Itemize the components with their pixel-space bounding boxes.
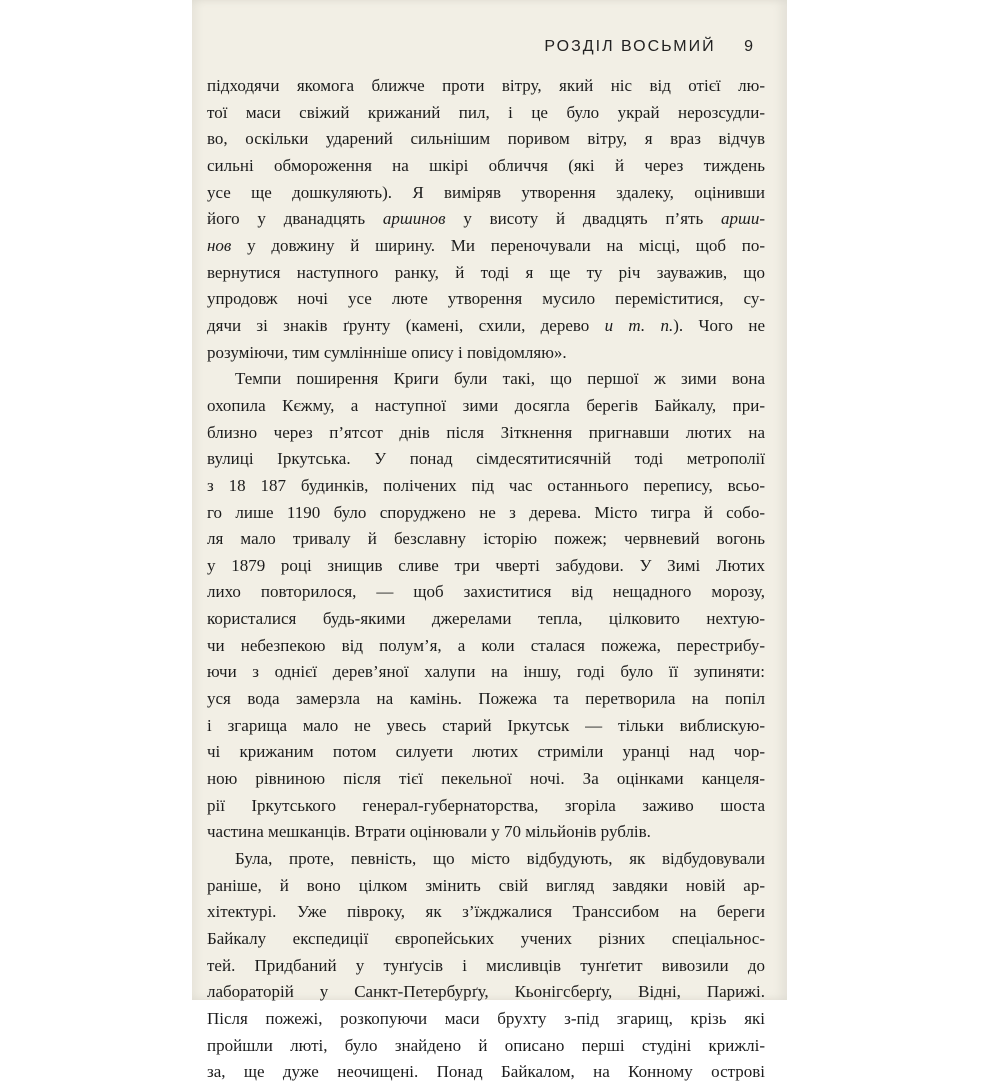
text-line: тей. Придбаний у тунґусів і мисливців тунґетит вивозили до xyxy=(207,955,765,975)
text-line: Темпи поширення Криги були такі, що першої ж зими вона xyxy=(235,369,765,389)
text-line: чи небезпекою від полум’я, а коли сталася пожежа, перестрибу- xyxy=(207,635,765,655)
text-line: користалися будь-якими джерелами тепла, цілковито нехтую- xyxy=(207,609,765,629)
text-line: охопила Кєжму, а наступної зими досягла берегів Байкалу, при- xyxy=(207,395,765,415)
text-line: го лише 1190 було споруджено не з дерева. Місто тигра й собо- xyxy=(207,502,765,522)
book-page xyxy=(192,0,787,1082)
text-line: пройшли люті, було знайдено й описано перші студіні крижлі- xyxy=(207,1035,765,1055)
text-line: уся вода замерзла на камінь. Пожежа та перетворила на попіл xyxy=(207,689,765,709)
page-number: 9 xyxy=(744,38,755,55)
text-segment: аршинов xyxy=(382,209,446,229)
text-line: ля мало тривалу й безславну історію пожеж; червневий вогонь xyxy=(207,529,765,549)
text-line: підходячи якомога ближче проти вітру, який ніс від отієї лю- xyxy=(207,76,765,95)
text-segment: у висоту й двадцять п’ять xyxy=(445,209,721,229)
text-segment: нов xyxy=(207,235,232,255)
text-line: близно через п’ятсот днів після Зіткнення пригнавши лютих на xyxy=(207,422,765,442)
text-line: чі крижаним потом силуети лютих стриміли уранці над чор- xyxy=(207,742,765,762)
text-line xyxy=(207,313,765,340)
text-line: за, ще дуже неочищені. Понад Байкалом, на Конному острові xyxy=(207,1062,765,1082)
text-line: упродовж ночі усе люте утворення мусило переміститися, су- xyxy=(207,289,765,309)
text-line: тої маси свіжий крижаний пил, і це було украй нерозсудли- xyxy=(207,102,765,122)
text-line: ною рівниною після тієї пекельної ночі. За оцінками канцеля- xyxy=(207,769,765,789)
text-line: рії Іркутського генерал-губернаторства, згоріла заживо шоста xyxy=(207,795,765,815)
text-line: усе ще дошкуляють). Я виміряв утворення здалеку, оцінивши xyxy=(207,182,765,202)
text-line: сильні обмороження на шкірі обличчя (які й через тиждень xyxy=(207,155,765,175)
text-segment: його у дванадцять xyxy=(207,209,383,229)
text-line: лабораторій у Санкт-Петербурґу, Кьонігсберґу, Відні, Парижі. xyxy=(207,982,765,1002)
chapter-title: РОЗДІЛ ВОСЬМИЙ xyxy=(544,38,716,55)
text-line: вернутися наступного ранку, й тоді я ще ту річ зауважив, що xyxy=(207,262,765,282)
text-line: лихо повторилося, — щоб захиститися від нещадного морозу, xyxy=(207,582,765,602)
text-line: частина мешканців. Втрати оцінювали у 70 мільйонів рублів. xyxy=(207,822,651,842)
text-segment: арши- xyxy=(721,209,765,229)
text-line: ючи з однієї дерев’яної халупи на іншу, годі було її зупиняти: xyxy=(207,662,765,682)
text-line: хітектурі. Уже півроку, як з’їжджалися Транссибом на береги xyxy=(207,902,765,922)
text-segment: у довжину й ширину. Ми переночували на місці, щоб по- xyxy=(231,235,765,255)
text-line: у 1879 році знищив сливе три чверті забудови. У Зимі Лютих xyxy=(207,555,765,575)
text-segment: дячи зі знаків ґрунту (камені, схили, дерево xyxy=(207,315,605,335)
text-line: з 18 187 будинків, полічених під час останнього перепису, всьо- xyxy=(207,475,765,495)
text-line: і згарища мало не увесь старий Іркутськ — тільки виблискую- xyxy=(207,715,765,735)
text-line xyxy=(207,233,765,260)
text-line: раніше, й воно цілком змінить свій вигляд завдяки новій ар- xyxy=(207,875,765,895)
body-text xyxy=(207,73,765,1086)
text-segment: ). Чого не xyxy=(673,315,766,335)
text-line: розуміючи, тим сумлінніше опису і повідомляю». xyxy=(207,342,567,362)
text-line: вулиці Іркутська. У понад сімдесятитисячній тоді метрополії xyxy=(207,449,765,469)
running-head xyxy=(544,38,755,56)
text-line xyxy=(207,206,765,233)
text-line: Була, проте, певність, що місто відбудують, як відбудовували xyxy=(235,849,765,869)
text-line: Після пожежі, розкопуючи маси брухту з-під згарищ, крізь які xyxy=(207,1008,765,1028)
text-segment: и т. п. xyxy=(604,315,674,335)
text-line: во, оскільки ударений сильнішим поривом вітру, я враз відчув xyxy=(207,129,765,149)
text-line: Байкалу експедиції європейських учених різних спеціальнос- xyxy=(207,929,765,948)
